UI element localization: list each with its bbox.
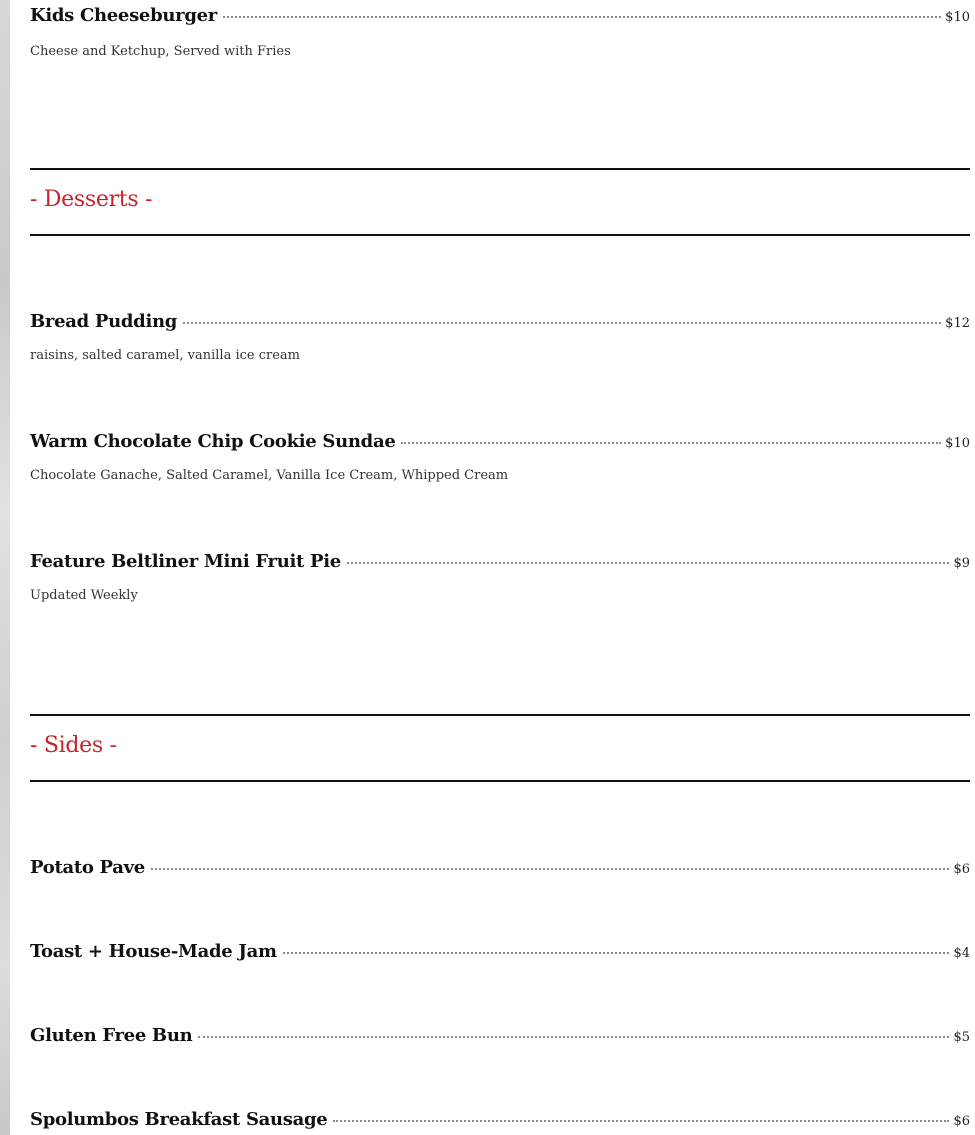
menu-item-row xyxy=(30,1109,970,1130)
menu-item-row xyxy=(30,431,970,452)
menu-item-row xyxy=(30,941,970,962)
dot-leader xyxy=(183,322,941,324)
section-title: - Sides - xyxy=(30,733,117,758)
menu-item-cookie-sundae xyxy=(30,431,970,483)
dot-leader xyxy=(223,16,941,18)
menu-item-row xyxy=(30,5,970,26)
dot-leader xyxy=(347,562,950,564)
menu-item-description: Cheese and Ketchup, Served with Fries xyxy=(30,44,291,59)
menu-item-description: Chocolate Ganache, Salted Caramel, Vanilla Ice Cream, Whipped Cream xyxy=(30,468,509,483)
left-background-strip xyxy=(0,0,10,1135)
menu-item-row xyxy=(30,857,970,878)
menu-item-breakfast-sausage xyxy=(30,1109,970,1130)
menu-item-name: Bread Pudding xyxy=(30,311,178,332)
menu-item-price: $9 xyxy=(953,556,970,571)
menu-item-price: $5 xyxy=(953,1030,970,1045)
menu-item-bread-pudding xyxy=(30,311,970,363)
menu-item-mini-fruit-pie xyxy=(30,551,970,603)
menu-item-potato-pave xyxy=(30,857,970,878)
dot-leader xyxy=(333,1120,949,1122)
menu-item-price: $12 xyxy=(945,316,970,331)
menu-item-toast-jam xyxy=(30,941,970,962)
menu-item-price: $10 xyxy=(945,10,970,25)
menu-item-row xyxy=(30,551,970,572)
menu-item-name: Feature Beltliner Mini Fruit Pie xyxy=(30,551,341,572)
section-header-desserts xyxy=(30,168,970,236)
menu-item-name: Toast + House-Made Jam xyxy=(30,941,277,962)
menu-item-price: $10 xyxy=(945,436,970,451)
menu-item-name: Kids Cheeseburger xyxy=(30,5,217,26)
dot-leader xyxy=(198,1036,949,1038)
menu-item-row xyxy=(30,311,970,332)
menu-item-name: Spolumbos Breakfast Sausage xyxy=(30,1109,328,1130)
menu-item-description: raisins, salted caramel, vanilla ice cream xyxy=(30,348,301,363)
dot-leader xyxy=(401,442,941,444)
menu-item-kids-cheeseburger xyxy=(30,5,970,59)
menu-item-name: Gluten Free Bun xyxy=(30,1025,193,1046)
menu-item-price: $6 xyxy=(953,862,970,877)
dot-leader xyxy=(151,868,950,870)
menu-item-name: Warm Chocolate Chip Cookie Sundae xyxy=(30,431,396,452)
dot-leader xyxy=(283,952,950,954)
menu-item-price: $6 xyxy=(953,1114,970,1129)
menu-item-price: $4 xyxy=(953,946,970,961)
menu-item-name: Potato Pave xyxy=(30,857,145,878)
menu-item-row xyxy=(30,1025,970,1046)
section-header-sides xyxy=(30,714,970,782)
menu-item-gluten-free-bun xyxy=(30,1025,970,1046)
section-title: - Desserts - xyxy=(30,187,153,212)
menu-item-description: Updated Weekly xyxy=(30,588,138,603)
